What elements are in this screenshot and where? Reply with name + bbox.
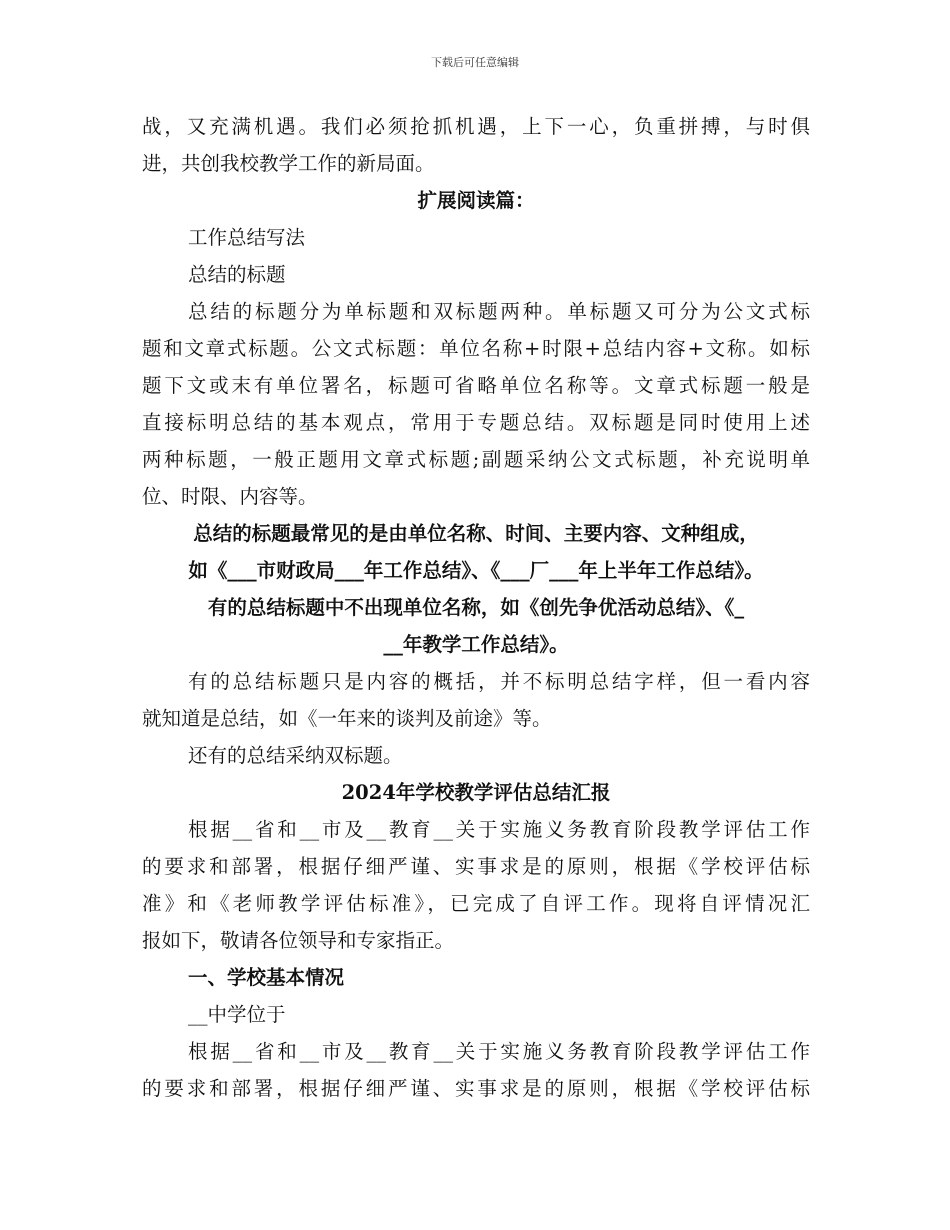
text-line: 准》和《老师教学评估标准》，已完成了自评工作。现将自评情况汇: [142, 892, 810, 915]
text-line: 就知道是总结，如《一年来的谈判及前途》等。: [142, 707, 552, 730]
text-line: 的要求和部署，根据仔细严谨、实事求是的原则，根据《学校评估标: [142, 855, 810, 878]
text-line: 两种标题，一般正题用文章式标题;副题采纳公文式标题，补充说明单: [142, 448, 810, 471]
section-heading: 一、学校基本情况: [188, 966, 345, 989]
text-line: 根据__省和__市及__教育__关于实施义务教育阶段教学评估工作: [188, 818, 810, 841]
bold-text-line: 如《___市财政局___年工作总结》、《___厂___年上半年工作总结》。: [188, 559, 764, 582]
text-line: 工作总结写法: [188, 226, 306, 249]
text-line: 的要求和部署，根据仔细严谨、实事求是的原则，根据《学校评估标: [142, 1077, 810, 1100]
page-header: 下载后可任意编辑: [431, 56, 519, 69]
text-line: 总结的标题分为单标题和双标题两种。单标题又可分为公文式标: [188, 300, 810, 323]
text-line: 题下文或末有单位署名，标题可省略单位名称等。文章式标题一般是: [142, 374, 810, 397]
document-body: [142, 108, 810, 1107]
text-line: 直接标明总结的基本观点，常用于专题总结。双标题是同时使用上述: [142, 411, 810, 434]
bold-text-line: __年教学工作总结》。: [383, 633, 569, 656]
text-line: 进，共创我校教学工作的新局面。: [142, 152, 435, 175]
bold-text-line: 总结的标题最常见的是由单位名称、时间、主要内容、文种组成，: [193, 522, 759, 545]
text-line: 报如下，敬请各位领导和专家指正。: [142, 929, 455, 952]
text-line: 战，又充满机遇。我们必须抢抓机遇，上下一心，负重拼搏，与时俱: [142, 115, 810, 138]
text-line: 总结的标题: [188, 263, 286, 286]
text-line: 位、时限、内容等。: [142, 485, 318, 508]
section-heading: 扩展阅读篇：: [417, 189, 535, 212]
bold-text-line: 有的总结标题中不出现单位名称，如《创先争优活动总结》、《_: [207, 596, 745, 619]
text-line: 题和文章式标题。公文式标题：单位名称+时限+总结内容+文称。如标: [142, 337, 810, 360]
text-line: 根据__省和__市及__教育__关于实施义务教育阶段教学评估工作: [188, 1040, 810, 1063]
document-title: 2024年学校教学评估总结汇报: [341, 781, 611, 804]
text-line: __中学位于: [188, 1003, 286, 1026]
text-line: 还有的总结采纳双标题。: [188, 744, 403, 767]
text-line: 有的总结标题只是内容的概括，并不标明总结字样，但一看内容: [188, 670, 810, 693]
